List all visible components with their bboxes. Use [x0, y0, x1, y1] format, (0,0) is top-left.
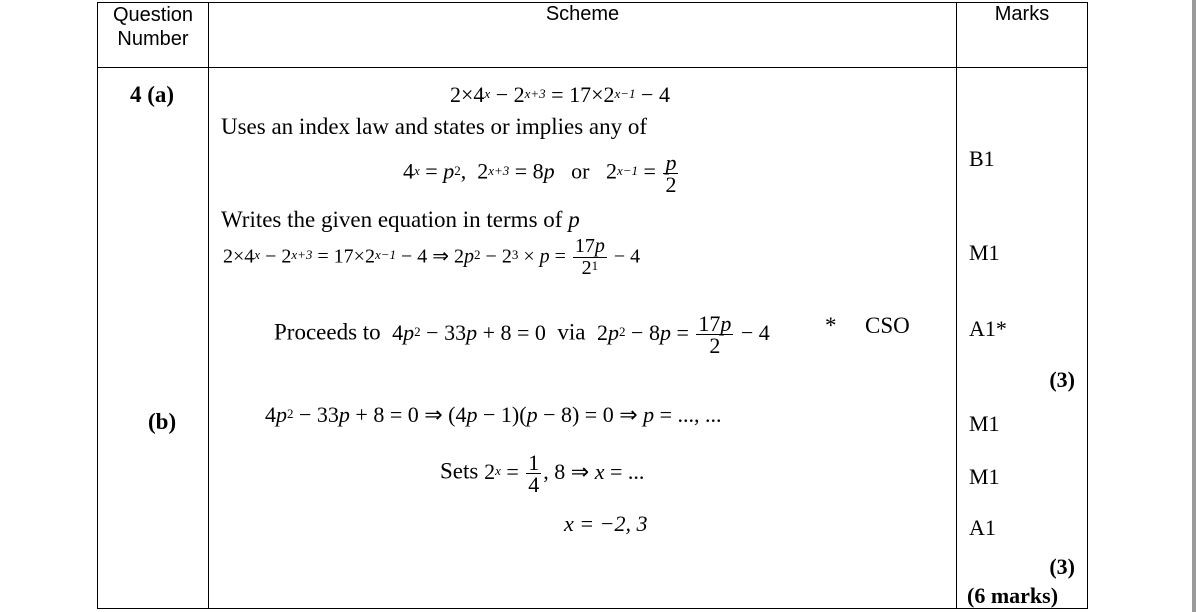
mark-m1-b1: M1	[969, 411, 1000, 436]
proceeds-line: Proceeds to $4p^2 - 33p + 8 = 0$ via $2p^2 - 8p$ = $\frac{17p}{2}$ − 4	[274, 311, 770, 358]
part-a-total: (3)	[1049, 367, 1075, 392]
header-marks: Marks	[957, 3, 1088, 68]
scheme-cell	[209, 68, 957, 609]
part-a-label: 4 (a)	[130, 82, 175, 107]
cso-text: CSO	[865, 313, 910, 338]
question-total: (6 marks)	[967, 583, 1059, 608]
mark-scheme-table	[97, 2, 1088, 609]
factorisation: $4p^2 - 33p + 8 = 0$ ⇒ (4p − 1)(p − 8) = 0 ⇒ p = ..., ...	[265, 402, 722, 427]
question-row	[98, 68, 1088, 609]
marks-cell	[957, 68, 1088, 609]
proceeds-text: Proceeds to	[274, 319, 381, 345]
mark-m1-b2: M1	[969, 464, 1000, 489]
star-symbol: *	[825, 313, 837, 338]
or-text: or	[571, 158, 590, 184]
index-law-text: Uses an index law and states or implies any of	[221, 114, 648, 139]
window-edge	[1192, 0, 1196, 612]
sets-text: Sets	[440, 458, 479, 484]
header-scheme: Scheme	[209, 3, 957, 68]
part-b-label: (b)	[148, 409, 177, 434]
var-p: p	[568, 207, 580, 232]
equation-in-p: $2\times 4^x - 2^{x+3} = 17\times 2^{x-1} - 4$ ⇒ $2p^2 - 2^3 \times p$ = $\frac{17p}{2^1}$ − 4	[223, 235, 641, 279]
writes-label: Writes the given equation in terms of	[221, 207, 563, 232]
given-equation: $2\times 4^x - 2^{x+3} = 17\times 2^{x-1} - 4$	[450, 82, 670, 107]
part-b-total: (3)	[1049, 554, 1075, 579]
mark-a1-star: A1*	[969, 316, 1007, 341]
header-question-number	[98, 3, 209, 68]
mark-m1-a: M1	[969, 240, 1000, 265]
solution: x = −2, 3	[564, 511, 648, 536]
writes-equation-text	[221, 207, 580, 233]
substitutions: $4^x = p^2$, $2^{x+3} = 8p$ or $2^{x-1}$ = $\frac{p}{2}$	[403, 150, 677, 197]
sets-line: Sets $2^x$ = $\frac{1}{4}$ , 8 ⇒ x = ...	[440, 450, 645, 497]
header-question-number-text: Question Number	[112, 4, 194, 50]
via-text: via	[557, 319, 586, 345]
header-row	[98, 3, 1088, 68]
mark-a1-b: A1	[969, 515, 996, 540]
question-number-cell	[98, 68, 209, 609]
mark-b1: B1	[969, 146, 995, 171]
